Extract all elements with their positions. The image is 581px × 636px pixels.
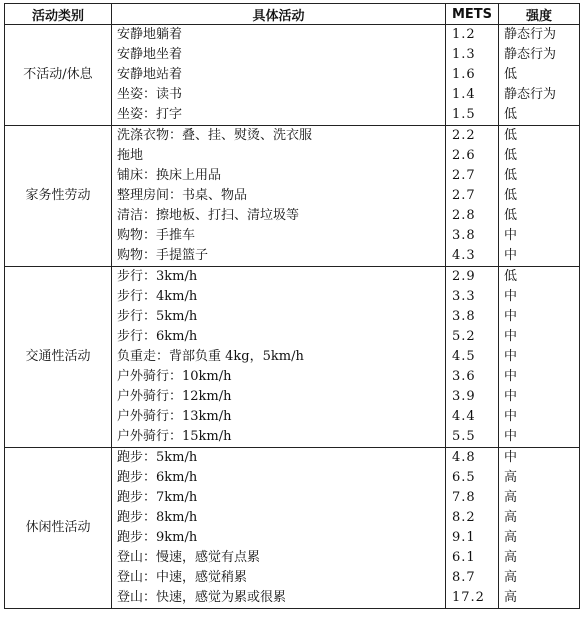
mets-cell: 4.3 <box>446 246 499 267</box>
intensity-cell: 低 <box>499 166 580 186</box>
mets-cell: 6.1 <box>446 548 499 568</box>
mets-cell: 8.7 <box>446 568 499 588</box>
header-category: 活动类别 <box>5 4 112 25</box>
activity-cell: 洗涤衣物：叠、挂、熨烫、洗衣服 <box>112 126 446 147</box>
activity-cell: 登山：慢速，感觉有点累 <box>112 548 446 568</box>
category-cell: 休闲性活动 <box>5 448 112 609</box>
mets-cell: 4.8 <box>446 448 499 469</box>
intensity-cell: 低 <box>499 105 580 126</box>
activity-cell: 户外骑行：13km/h <box>112 407 446 427</box>
mets-cell: 2.9 <box>446 267 499 288</box>
header-intensity: 强度 <box>499 4 580 25</box>
activity-cell: 步行：4km/h <box>112 287 446 307</box>
mets-cell: 1.3 <box>446 45 499 65</box>
intensity-cell: 中 <box>499 407 580 427</box>
mets-cell: 7.8 <box>446 488 499 508</box>
intensity-cell: 中 <box>499 367 580 387</box>
mets-cell: 5.5 <box>446 427 499 448</box>
activity-cell: 购物：手推车 <box>112 226 446 246</box>
mets-cell: 1.5 <box>446 105 499 126</box>
mets-cell: 3.3 <box>446 287 499 307</box>
mets-cell: 1.4 <box>446 85 499 105</box>
activity-cell: 负重走：背部负重 4kg，5km/h <box>112 347 446 367</box>
intensity-cell: 低 <box>499 126 580 147</box>
intensity-cell: 高 <box>499 528 580 548</box>
category-cell: 家务性劳动 <box>5 126 112 267</box>
activity-cell: 跑步：7km/h <box>112 488 446 508</box>
activity-cell: 安静地躺着 <box>112 25 446 46</box>
intensity-cell: 静态行为 <box>499 85 580 105</box>
activity-cell: 步行：6km/h <box>112 327 446 347</box>
activity-cell: 步行：3km/h <box>112 267 446 288</box>
mets-cell: 2.7 <box>446 186 499 206</box>
intensity-cell: 高 <box>499 488 580 508</box>
activity-cell: 整理房间：书桌、物品 <box>112 186 446 206</box>
intensity-cell: 高 <box>499 508 580 528</box>
header-mets: METS <box>446 4 499 25</box>
activity-cell: 户外骑行：10km/h <box>112 367 446 387</box>
intensity-cell: 静态行为 <box>499 25 580 46</box>
mets-cell: 3.6 <box>446 367 499 387</box>
intensity-cell: 中 <box>499 427 580 448</box>
activity-cell: 清洁：擦地板、打扫、清垃圾等 <box>112 206 446 226</box>
mets-cell: 4.4 <box>446 407 499 427</box>
activity-cell: 户外骑行：15km/h <box>112 427 446 448</box>
activity-cell: 安静地坐着 <box>112 45 446 65</box>
mets-cell: 2.2 <box>446 126 499 147</box>
category-cell: 不活动/休息 <box>5 25 112 126</box>
table-row <box>5 25 580 46</box>
activity-cell: 跑步：5km/h <box>112 448 446 469</box>
mets-cell: 4.5 <box>446 347 499 367</box>
mets-cell: 9.1 <box>446 528 499 548</box>
mets-table <box>4 3 580 609</box>
activity-cell: 跑步：8km/h <box>112 508 446 528</box>
intensity-cell: 低 <box>499 186 580 206</box>
table-row <box>5 448 580 469</box>
intensity-cell: 中 <box>499 448 580 469</box>
intensity-cell: 低 <box>499 65 580 85</box>
intensity-cell: 中 <box>499 246 580 267</box>
intensity-cell: 中 <box>499 387 580 407</box>
intensity-cell: 高 <box>499 468 580 488</box>
table-header <box>5 4 580 25</box>
activity-cell: 拖地 <box>112 146 446 166</box>
intensity-cell: 高 <box>499 568 580 588</box>
mets-cell: 3.9 <box>446 387 499 407</box>
header-row <box>5 4 580 25</box>
mets-cell: 3.8 <box>446 307 499 327</box>
mets-cell: 1.6 <box>446 65 499 85</box>
table-body <box>5 25 580 609</box>
mets-cell: 2.8 <box>446 206 499 226</box>
activity-cell: 安静地站着 <box>112 65 446 85</box>
activity-cell: 跑步：6km/h <box>112 468 446 488</box>
intensity-cell: 低 <box>499 146 580 166</box>
mets-cell: 2.6 <box>446 146 499 166</box>
activity-cell: 坐姿：打字 <box>112 105 446 126</box>
activity-cell: 跑步：9km/h <box>112 528 446 548</box>
intensity-cell: 中 <box>499 287 580 307</box>
table-row <box>5 126 580 147</box>
intensity-cell: 高 <box>499 548 580 568</box>
intensity-cell: 中 <box>499 327 580 347</box>
intensity-cell: 静态行为 <box>499 45 580 65</box>
intensity-cell: 中 <box>499 347 580 367</box>
activity-cell: 户外骑行：12km/h <box>112 387 446 407</box>
intensity-cell: 低 <box>499 267 580 288</box>
intensity-cell: 高 <box>499 588 580 609</box>
mets-cell: 8.2 <box>446 508 499 528</box>
activity-cell: 登山：中速，感觉稍累 <box>112 568 446 588</box>
mets-cell: 1.2 <box>446 25 499 46</box>
category-cell: 交通性活动 <box>5 267 112 448</box>
activity-cell: 登山：快速，感觉为累或很累 <box>112 588 446 609</box>
intensity-cell: 低 <box>499 206 580 226</box>
intensity-cell: 中 <box>499 226 580 246</box>
activity-cell: 步行：5km/h <box>112 307 446 327</box>
mets-cell: 6.5 <box>446 468 499 488</box>
activity-cell: 购物：手提篮子 <box>112 246 446 267</box>
mets-cell: 17.2 <box>446 588 499 609</box>
table-row <box>5 267 580 288</box>
intensity-cell: 中 <box>499 307 580 327</box>
activity-cell: 铺床：换床上用品 <box>112 166 446 186</box>
mets-cell: 5.2 <box>446 327 499 347</box>
header-activity: 具体活动 <box>112 4 446 25</box>
mets-cell: 2.7 <box>446 166 499 186</box>
activity-cell: 坐姿：读书 <box>112 85 446 105</box>
mets-cell: 3.8 <box>446 226 499 246</box>
